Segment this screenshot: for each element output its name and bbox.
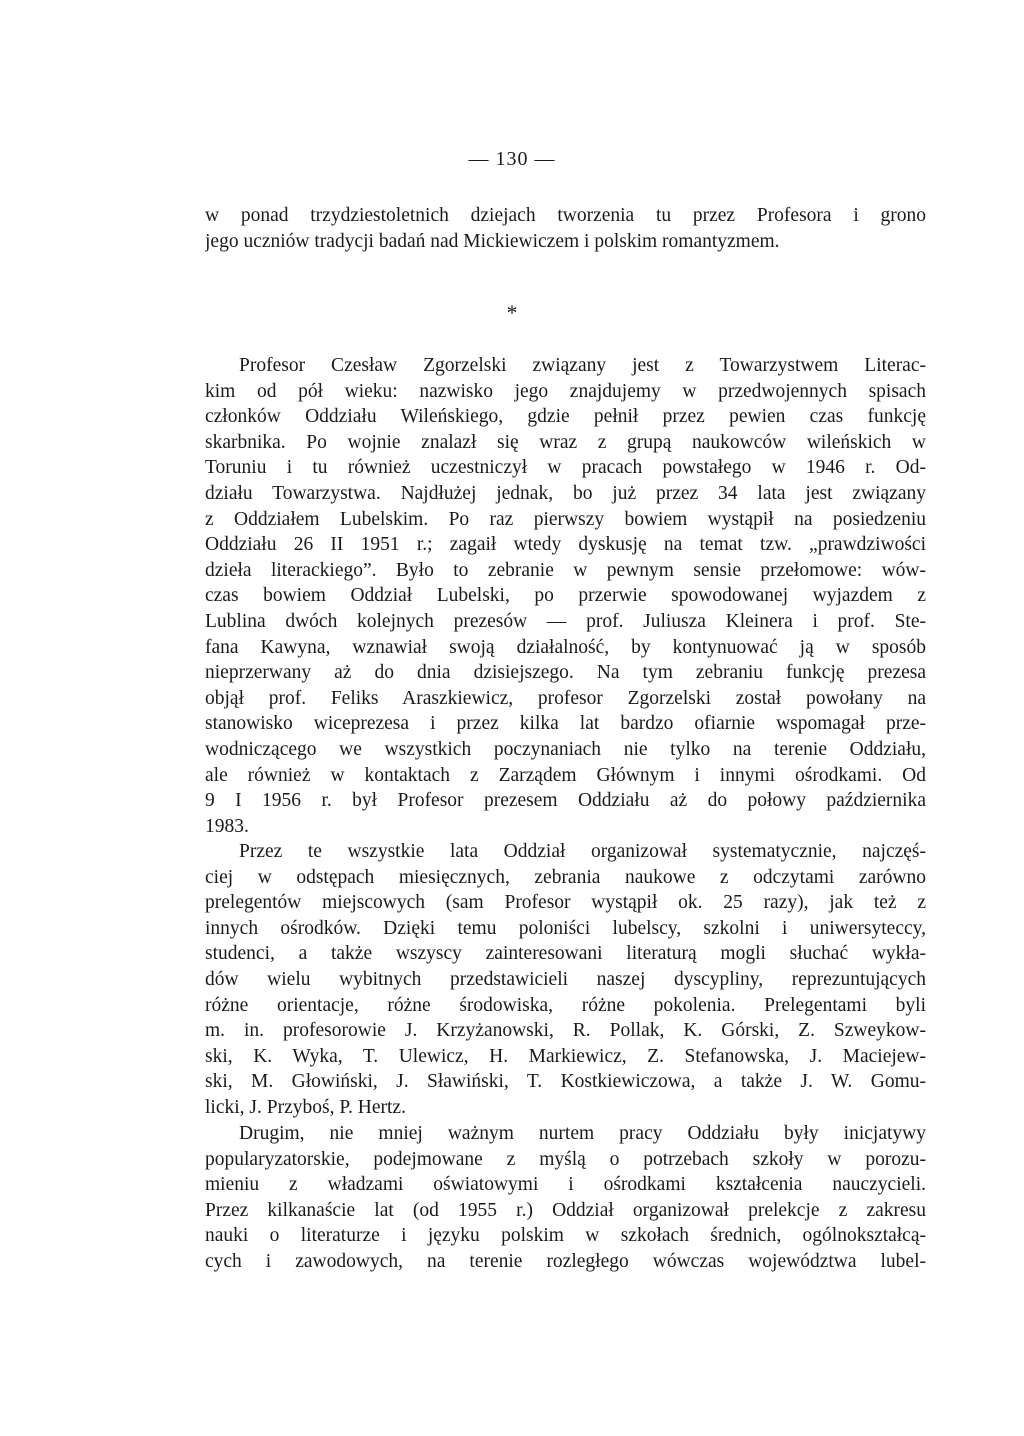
page-number: — 130 — (468, 148, 556, 170)
text-line: Lublina dwóch kolejnych prezesów — prof. Juliusza Kleinera i prof. Ste- (205, 610, 926, 632)
text-line: cych i zawodowych, na terenie rozległego wówczas województwa lubel- (205, 1250, 926, 1272)
text-line: Przez te wszystkie lata Oddział organizował systematycznie, najczęś- (239, 841, 926, 862)
text-line: studenci, a także wszyscy zainteresowani literaturą mogli słuchać wykła- (205, 943, 926, 965)
text-line: Przez kilkanaście lat (od 1955 r.) Oddział organizował prelekcje z zakresu (205, 1199, 926, 1221)
text-line: m. in. profesorowie J. Krzyżanowski, R. Pollak, K. Górski, Z. Szweykow- (205, 1020, 926, 1042)
text-line: z Oddziałem Lubelskim. Po raz pierwszy bowiem wystąpił na posiedzeniu (205, 508, 926, 530)
text-line: fana Kawyna, wznawiał swoją działalność, by kontynuować ją w sposób (205, 636, 926, 658)
paragraph-2 (205, 839, 926, 1121)
text-line: nauki o literaturze i języku polskim w szkołach średnich, ogólnokształcą- (205, 1225, 926, 1247)
text-line: popularyzatorskie, podejmowane z myślą o potrzebach szkoły w porozu- (205, 1148, 926, 1170)
text-line: jego uczniów tradycji badań nad Mickiewiczem i polskim romantyzmem. (205, 230, 780, 252)
text-line: działu Towarzystwa. Najdłużej jednak, bo już przez 34 lata jest związany (205, 482, 926, 504)
text-line: dzieła literackiego”. Było to zebranie w pewnym sensie przełomowe: wów- (205, 559, 926, 581)
intro-text (205, 203, 926, 254)
text-line: członków Oddziału Wileńskiego, gdzie pełnił przez pewien czas funkcję (205, 406, 926, 428)
text-line: licki, J. Przyboś, P. Hertz. (205, 1096, 406, 1118)
text-line: stanowisko wiceprezesa i przez kilka lat bardzo ofiarnie wspomagał prze- (205, 713, 926, 735)
text-line: prelegentów miejscowych (sam Profesor wystąpił ok. 25 razy), jak też z (205, 892, 926, 914)
text-line: w ponad trzydziestoletnich dziejach tworzenia tu przez Profesora i grono (205, 205, 926, 226)
text-line: nieprzerwany aż do dnia dzisiejszego. Na tym zebraniu funkcję prezesa (205, 662, 926, 684)
text-line: wodniczącego we wszystkich poczynaniach nie tylko na terenie Oddziału, (205, 738, 926, 760)
text-line: 1983. (205, 815, 249, 837)
paragraph-3 (205, 1121, 926, 1275)
text-line: ski, K. Wyka, T. Ulewicz, H. Markiewicz, Z. Stefanowska, J. Maciejew- (205, 1045, 926, 1067)
text-line: objął prof. Feliks Araszkiewicz, profesor Zgorzelski został powołany na (205, 687, 926, 709)
text-line: 9 I 1956 r. był Profesor prezesem Oddziału aż do połowy października (205, 790, 926, 812)
text-line: ski, M. Głowiński, J. Sławiński, T. Kostkiewiczowa, a także J. W. Gomu- (205, 1071, 926, 1093)
text-line: Toruniu i tu również uczestniczył w pracach powstałego w 1946 r. Od- (205, 457, 926, 479)
text-line: innych ośrodków. Dzięki temu poloniści lubelscy, szkolni i uniwersyteccy, (205, 917, 926, 939)
section-separator: * (506, 300, 518, 325)
text-line: Oddziału 26 II 1951 r.; zagaił wtedy dyskusję na temat tzw. „prawdziwości (205, 534, 926, 556)
text-line: skarbnika. Po wojnie znalazł się wraz z grupą naukowców wileńskich w (205, 431, 926, 453)
text-line: ciej w odstępach miesięcznych, zebrania naukowe z odczytami zarówno (205, 866, 926, 888)
text-line: różne orientacje, różne środowiska, różne pokolenia. Prelegentami byli (205, 994, 926, 1016)
text-line: Profesor Czesław Zgorzelski związany jest z Towarzystwem Literac- (239, 355, 926, 376)
paragraph-1 (205, 353, 926, 839)
text-line: kim od pół wieku: nazwisko jego znajdujemy w przedwojennych spisach (205, 380, 926, 402)
text-line: Drugim, nie mniej ważnym nurtem pracy Oddziału były inicjatywy (239, 1123, 926, 1144)
text-line: czas bowiem Oddział Lubelski, po przerwie spowodowanej wyjazdem z (205, 585, 926, 607)
text-line: ale również w kontaktach z Zarządem Głównym i innymi ośrodkami. Od (205, 764, 926, 786)
text-line: dów wielu wybitnych przedstawicieli naszej dyscypliny, reprezuntujących (205, 968, 926, 990)
text-line: mieniu z władzami oświatowymi i ośrodkami kształcenia nauczycieli. (205, 1174, 926, 1196)
